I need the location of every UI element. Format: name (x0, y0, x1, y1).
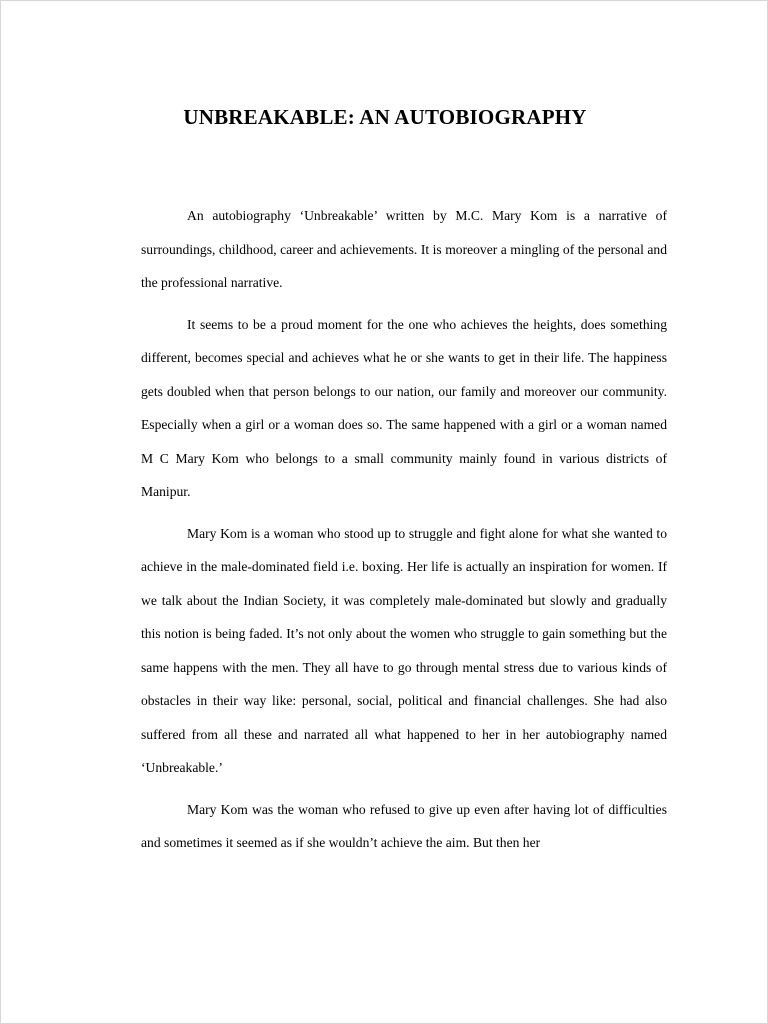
paragraph-struggle: Mary Kom is a woman who stood up to struggle and fight alone for what she wanted to achieve in the male-dominated field i.e. boxing. Her life is actually an inspiration for women. If we talk about the Indian Society, it was completely male-dominated but slowly and gradually this notion is being faded. It’s not only about the women who struggle to gain something but the same happens with the men. They all have to go through mental stress due to various kinds of obstacles in their way like: personal, social, political and financial challenges. She had also suffered from all these and narrated all what happened to her in her autobiography named ‘Unbreakable.’ (141, 525, 667, 775)
paragraph-intro: An autobiography ‘Unbreakable’ written by M.C. Mary Kom is a narrative of surroundings, childhood, career and achievements. It is moreover a mingling of the personal and the professional narrative. (141, 208, 667, 290)
document-title: UNBREAKABLE: AN AUTOBIOGRAPHY (183, 105, 587, 129)
document-body (141, 199, 667, 868)
paragraph-proud-moment: It seems to be a proud moment for the one who achieves the heights, does something different, becomes special and achieves what he or she wants to get in their life. The happiness gets doubled when that person belongs to our nation, our family and moreover our community. Especially when a girl or a woman does so. The same happened with a girl or a woman named M C Mary Kom who belongs to a small community mainly found in various districts of Manipur. (141, 316, 667, 499)
paragraph-refused-to-give-up: Mary Kom was the woman who refused to give up even after having lot of difficulties and sometimes it seemed as if she wouldn’t achieve the aim. But then her (141, 801, 667, 850)
